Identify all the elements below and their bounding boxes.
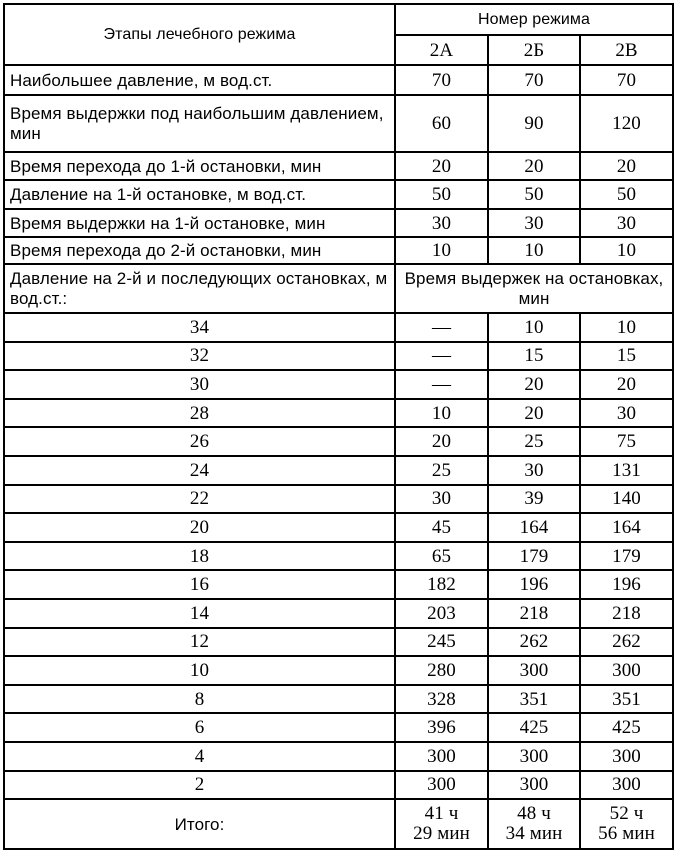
value-cell: 70	[395, 65, 488, 95]
stop-row	[4, 685, 673, 714]
param-row	[4, 65, 673, 95]
stop-time-cell: 218	[488, 599, 580, 628]
value-cell: 70	[580, 65, 673, 95]
stop-depth: 4	[4, 742, 395, 771]
stop-time-cell: 262	[488, 628, 580, 657]
value-cell: 70	[488, 65, 580, 95]
stop-row	[4, 513, 673, 542]
stop-time-cell: —	[395, 313, 488, 342]
stop-row	[4, 771, 673, 800]
param-label: Время выдержки под наибольшим давлением, мин	[4, 95, 395, 152]
stop-row	[4, 742, 673, 771]
stop-depth: 16	[4, 570, 395, 599]
value-cell: 30	[395, 209, 488, 237]
total-hours: 48 ч	[517, 803, 551, 825]
stop-time-cell: 15	[580, 342, 673, 371]
stop-depth: 20	[4, 513, 395, 542]
param-row	[4, 95, 673, 152]
stop-time-cell: 203	[395, 599, 488, 628]
stages-header: Этапы лечебного режима	[4, 4, 395, 65]
param-row	[4, 180, 673, 209]
stop-time-cell: 245	[395, 628, 488, 657]
stop-depth: 26	[4, 427, 395, 456]
stop-time-cell: 20	[488, 370, 580, 399]
regime-number-header: Номер режима	[395, 4, 673, 35]
total-hours: 41 ч	[424, 803, 459, 825]
stop-time-cell: 10	[580, 313, 673, 342]
stop-depth: 12	[4, 628, 395, 657]
stop-time-cell: 300	[580, 771, 673, 800]
stop-time-cell: 45	[395, 513, 488, 542]
stop-row	[4, 485, 673, 514]
mode-header-2b: 2Б	[488, 35, 580, 65]
value-cell: 20	[580, 152, 673, 180]
stop-depth: 30	[4, 370, 395, 399]
stops-label: Давление на 2-й и последующих остановках, м вод.ст.:	[4, 264, 395, 313]
stop-time-cell: 25	[488, 427, 580, 456]
stop-depth: 22	[4, 485, 395, 514]
total-row	[4, 799, 673, 849]
stop-time-cell: 179	[580, 542, 673, 571]
stop-time-cell: 425	[580, 713, 673, 742]
mode-header-2v: 2В	[580, 35, 673, 65]
stops-header-row	[4, 264, 673, 313]
total-minutes: 34 мин	[505, 823, 563, 845]
stop-row	[4, 342, 673, 371]
stop-time-cell: 30	[488, 456, 580, 485]
stop-time-cell: 300	[580, 742, 673, 771]
stop-time-cell: 164	[488, 513, 580, 542]
stop-depth: 34	[4, 313, 395, 342]
stop-time-cell: 300	[488, 742, 580, 771]
stop-time-cell: 131	[580, 456, 673, 485]
value-cell: 20	[488, 152, 580, 180]
total-time-cell	[395, 799, 488, 849]
value-cell: 10	[395, 237, 488, 264]
total-time-cell	[488, 799, 580, 849]
stop-time-cell: 10	[395, 399, 488, 428]
stop-row	[4, 570, 673, 599]
stop-time-cell: 140	[580, 485, 673, 514]
stop-time-cell: 20	[395, 427, 488, 456]
stop-depth: 6	[4, 713, 395, 742]
stop-time-cell: 280	[395, 656, 488, 685]
stop-time-cell: 300	[488, 656, 580, 685]
param-label: Время выдержки на 1-й остановке, мин	[4, 209, 395, 237]
stop-time-cell: 65	[395, 542, 488, 571]
stop-row	[4, 599, 673, 628]
stop-depth: 32	[4, 342, 395, 371]
param-label: Время перехода до 1-й остановки, мин	[4, 152, 395, 180]
stop-depth: 14	[4, 599, 395, 628]
stop-row	[4, 313, 673, 342]
value-cell: 10	[488, 237, 580, 264]
stop-time-cell: 300	[395, 742, 488, 771]
param-row	[4, 209, 673, 237]
value-cell: 30	[580, 209, 673, 237]
param-row	[4, 237, 673, 264]
value-cell: 50	[580, 180, 673, 209]
stop-time-cell: 10	[488, 313, 580, 342]
stop-time-cell: 182	[395, 570, 488, 599]
stop-time-cell: 262	[580, 628, 673, 657]
stop-time-cell: 196	[580, 570, 673, 599]
stop-row	[4, 370, 673, 399]
stop-time-cell: 425	[488, 713, 580, 742]
stop-time-cell: 75	[580, 427, 673, 456]
total-time-cell	[580, 799, 673, 849]
stop-time-cell: 20	[488, 399, 580, 428]
stop-time-cell: 300	[395, 771, 488, 800]
value-cell: 120	[580, 95, 673, 152]
total-label: Итого:	[4, 799, 395, 849]
value-cell: 20	[395, 152, 488, 180]
value-cell: 90	[488, 95, 580, 152]
stop-depth: 28	[4, 399, 395, 428]
stop-row	[4, 542, 673, 571]
stop-time-cell: 179	[488, 542, 580, 571]
stop-time-cell: 164	[580, 513, 673, 542]
stop-time-cell: 30	[580, 399, 673, 428]
stop-time-cell: 218	[580, 599, 673, 628]
stop-row	[4, 656, 673, 685]
stop-time-cell: 300	[488, 771, 580, 800]
stop-depth: 10	[4, 656, 395, 685]
stop-time-cell: 328	[395, 685, 488, 714]
stop-row	[4, 399, 673, 428]
stop-row	[4, 427, 673, 456]
stop-depth: 2	[4, 771, 395, 800]
stop-time-cell: 196	[488, 570, 580, 599]
value-cell: 10	[580, 237, 673, 264]
stop-row	[4, 456, 673, 485]
stop-depth: 24	[4, 456, 395, 485]
stop-depth: 8	[4, 685, 395, 714]
stops-note: Время выдержек на остановках, мин	[395, 264, 673, 313]
stop-time-cell: 351	[488, 685, 580, 714]
value-cell: 30	[488, 209, 580, 237]
stop-time-cell: 30	[395, 485, 488, 514]
total-minutes: 29 мин	[413, 823, 470, 845]
total-hours: 52 ч	[609, 803, 644, 825]
param-row	[4, 152, 673, 180]
value-cell: 50	[395, 180, 488, 209]
stop-time-cell: 20	[580, 370, 673, 399]
stop-time-cell: 15	[488, 342, 580, 371]
stop-time-cell: 39	[488, 485, 580, 514]
stop-row	[4, 628, 673, 657]
param-label: Время перехода до 2-й остановки, мин	[4, 237, 395, 264]
stop-time-cell: 351	[580, 685, 673, 714]
stop-depth: 18	[4, 542, 395, 571]
total-minutes: 56 мин	[598, 823, 655, 845]
mode-header-2a: 2А	[395, 35, 488, 65]
value-cell: 50	[488, 180, 580, 209]
param-label: Давление на 1-й остановке, м вод.ст.	[4, 180, 395, 209]
regime-table	[3, 3, 674, 850]
stop-time-cell: 396	[395, 713, 488, 742]
param-label: Наибольшее давление, м вод.ст.	[4, 65, 395, 95]
stop-time-cell: 300	[580, 656, 673, 685]
stop-time-cell: 25	[395, 456, 488, 485]
stop-time-cell: —	[395, 342, 488, 371]
stop-row	[4, 713, 673, 742]
value-cell: 60	[395, 95, 488, 152]
stop-time-cell: —	[395, 370, 488, 399]
